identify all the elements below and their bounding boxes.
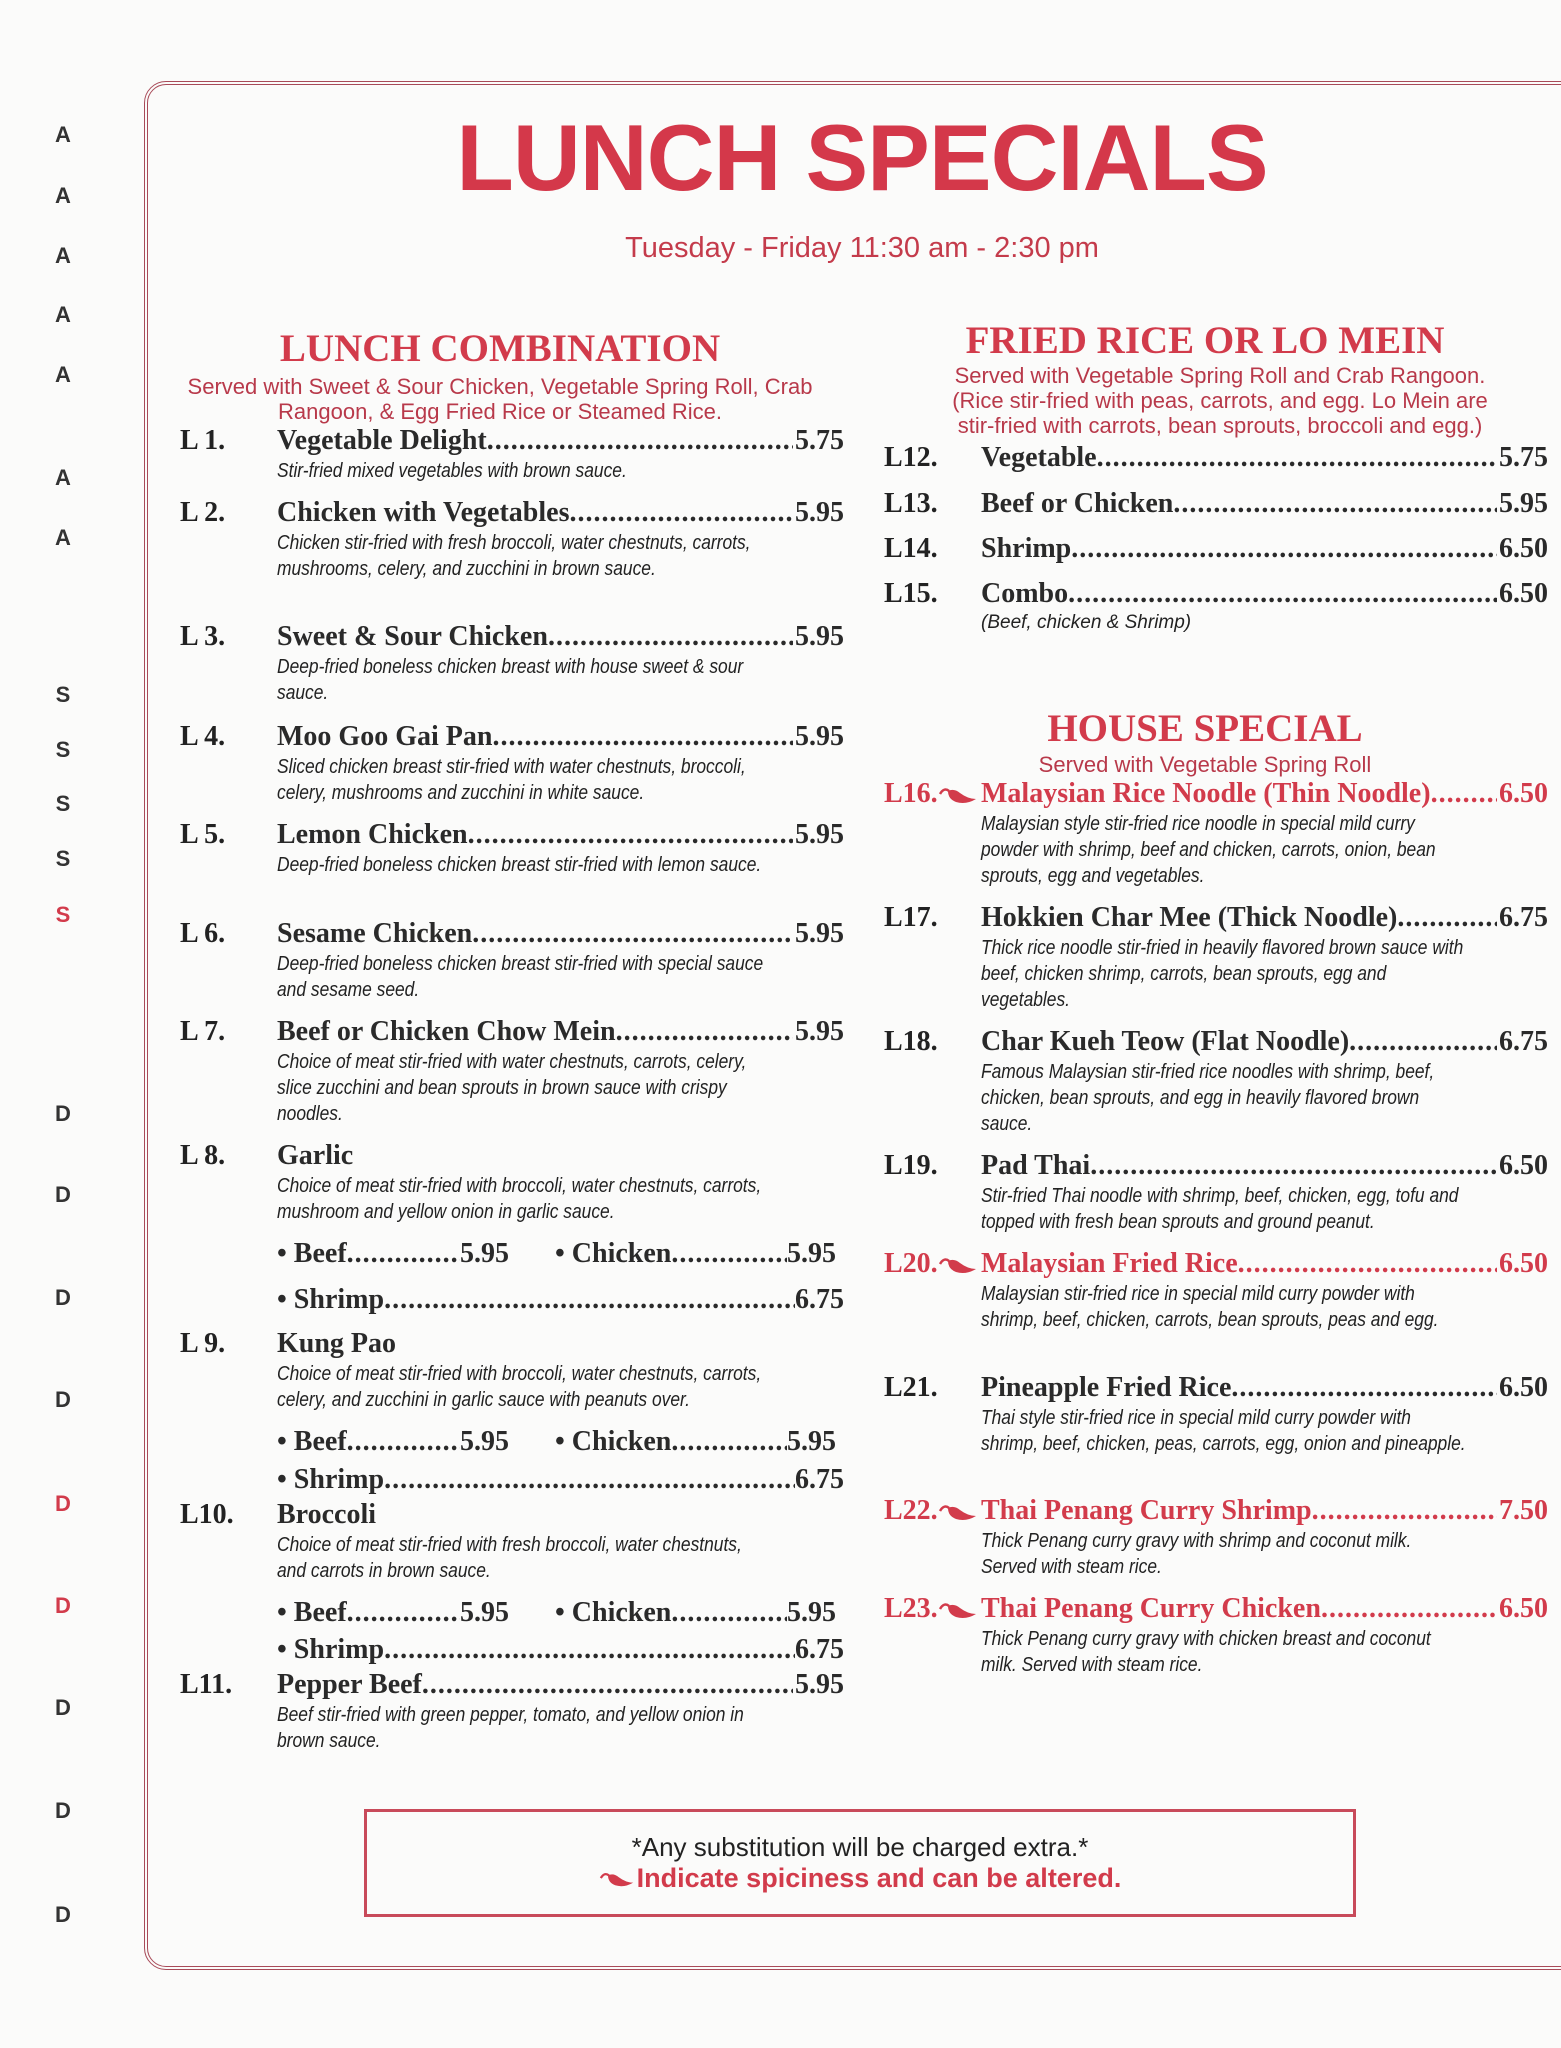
margin-letter: D — [55, 1593, 71, 1618]
option-label: • Beef — [277, 1426, 347, 1457]
option-price: 5.95 — [787, 1426, 836, 1457]
served-line: (Rice stir-fried with peas, carrots, and egg. Lo Mein are — [952, 388, 1488, 413]
item-code: L16. — [884, 778, 938, 809]
option-price: 6.75 — [795, 1464, 844, 1495]
option-label: • Shrimp — [277, 1464, 385, 1495]
section-title-lunch-combination: LUNCH COMBINATION — [279, 327, 721, 370]
item-description: Deep-fried boneless chicken breast stir-fried with lemon sauce. — [277, 854, 762, 876]
item-note: (Beef, chicken & Shrimp) — [981, 612, 1192, 633]
option-shrimp — [277, 1633, 844, 1667]
margin-letter: A — [55, 122, 71, 147]
menu-item — [180, 720, 844, 806]
item-code: L10. — [180, 1499, 234, 1530]
item-price: 5.95 — [1499, 488, 1548, 519]
item-price: 5.75 — [1499, 442, 1548, 473]
item-price: 6.50 — [1499, 1150, 1548, 1181]
item-description: Thick Penang curry gravy with chicken breast and coconut milk. Served with steam rice. — [981, 1628, 1431, 1676]
section-title-fried-rice: FRIED RICE OR LO MEIN — [965, 319, 1445, 362]
item-name: Thai Penang Curry Shrimp — [981, 1495, 1312, 1526]
option-chicken — [555, 1596, 836, 1630]
item-code: L 4. — [180, 721, 226, 752]
item-name: Hokkien Char Mee (Thick Noodle) — [981, 902, 1398, 933]
option-beef — [277, 1237, 509, 1271]
dot-leader — [671, 1237, 787, 1271]
menu-item — [884, 901, 1548, 1013]
dot-leader — [1173, 487, 1497, 521]
item-code: L21. — [884, 1372, 938, 1403]
item-description: Choice of meat stir-fried with broccoli, water chestnuts, carrots, mushroom and yellow onion in garlic sauce. — [277, 1175, 762, 1223]
item-price: 5.95 — [795, 1016, 844, 1047]
margin-letter: S — [55, 902, 71, 927]
item-code: L14. — [884, 533, 938, 564]
hours-text: Tuesday - Friday 11:30 am - 2:30 pm — [625, 232, 1099, 264]
chili-pepper-icon — [938, 1600, 978, 1620]
menu-item — [884, 1149, 1548, 1235]
margin-letter: S — [55, 682, 71, 707]
item-description: Stir-fried mixed vegetables with brown sauce. — [277, 460, 627, 482]
dot-leader — [548, 620, 793, 654]
served-line: Rangoon, & Egg Fried Rice or Steamed Rice. — [278, 399, 722, 424]
option-label: • Beef — [277, 1238, 347, 1269]
dot-leader — [384, 1633, 795, 1667]
margin-letter: A — [55, 243, 71, 268]
option-label: • Chicken — [555, 1597, 672, 1628]
item-name: Malaysian Rice Noodle (Thin Noodle) — [981, 778, 1431, 809]
item-description: Choice of meat stir-fried with fresh broccoli, water chestnuts, and carrots in brown sauce. — [277, 1534, 742, 1582]
item-price: 5.95 — [795, 497, 844, 528]
dot-leader — [384, 1463, 795, 1497]
dot-leader — [569, 496, 793, 530]
margin-letter: D — [55, 1101, 71, 1126]
item-name: Shrimp — [981, 533, 1072, 564]
item-name: Lemon Chicken — [277, 819, 468, 850]
item-name: Beef or Chicken — [981, 488, 1174, 519]
menu-item — [180, 818, 844, 878]
chili-pepper-icon — [938, 1255, 978, 1275]
dot-leader — [616, 1015, 793, 1049]
served-line: Served with Vegetable Spring Roll and Crab Rangoon. — [954, 363, 1486, 388]
item-description: Deep-fried boneless chicken breast stir-fried with special sauce and sesame seed. — [277, 953, 764, 1001]
item-price: 6.50 — [1499, 778, 1548, 809]
chili-pepper-icon — [938, 1502, 978, 1522]
item-description: Stir-fried Thai noodle with shrimp, beef, chicken, egg, tofu and topped with fresh bean sprouts and ground peanut. — [981, 1185, 1459, 1233]
item-price: 6.50 — [1499, 533, 1548, 564]
item-name: Malaysian Fried Rice — [981, 1248, 1238, 1279]
margin-letter: D — [55, 1182, 71, 1207]
item-description: Choice of meat stir-fried with water chestnuts, carrots, celery, slice zucchini and bean sprouts in brown sauce with crispy noodles. — [277, 1051, 747, 1125]
dot-leader — [1431, 777, 1497, 811]
menu-item — [180, 1668, 844, 1754]
served-with-text — [880, 363, 1560, 438]
option-price: 5.95 — [460, 1238, 509, 1269]
margin-letter: A — [55, 183, 71, 208]
menu-item — [180, 1015, 844, 1127]
item-code: L12. — [884, 442, 938, 473]
item-name: Vegetable — [981, 442, 1097, 473]
option-label: • Shrimp — [277, 1634, 385, 1665]
spicy-note-text: Indicate spiciness and can be altered. — [636, 1863, 1122, 1893]
dot-leader — [1321, 1592, 1497, 1626]
menu-item-spicy — [884, 1494, 1548, 1580]
option-label: • Chicken — [555, 1426, 672, 1457]
item-description: Thai style stir-fried rice in special mild curry powder with shrimp, beef, chicken, peas, carrots, egg, onion and pineapple. — [981, 1407, 1466, 1455]
served-with-text — [150, 374, 850, 424]
menu-item — [180, 496, 844, 582]
menu-item — [884, 487, 1548, 521]
item-name: Pepper Beef — [277, 1669, 422, 1700]
item-code: L 1. — [180, 425, 226, 456]
item-price: 7.50 — [1499, 1495, 1548, 1526]
option-label: • Shrimp — [277, 1284, 385, 1315]
option-price: 5.95 — [787, 1238, 836, 1269]
dot-leader — [1068, 577, 1497, 611]
item-description: Sliced chicken breast stir-fried with water chestnuts, broccoli, celery, mushrooms and zucchini in white sauce. — [277, 756, 746, 804]
item-description: Thick rice noodle stir-fried in heavily flavored brown sauce with beef, chicken shrimp, carrots, bean sprouts, egg and vegetables. — [981, 937, 1464, 1011]
item-code: L17. — [884, 902, 938, 933]
served-with-text: Served with Vegetable Spring Roll — [1038, 752, 1372, 777]
item-name: Sweet & Sour Chicken — [277, 621, 548, 652]
chili-pepper-icon — [938, 785, 978, 805]
item-name: Pineapple Fried Rice — [981, 1372, 1232, 1403]
item-price: 6.50 — [1499, 578, 1548, 609]
dot-leader — [347, 1237, 460, 1271]
item-name: Combo — [981, 578, 1069, 609]
menu-item-spicy — [884, 777, 1548, 889]
footer-notice-box — [364, 1809, 1356, 1917]
item-description: Malaysian stir-fried rice in special mild curry powder with shrimp, beef, chicken, carrots, bean sprouts, peas and egg. — [981, 1283, 1439, 1331]
option-label: • Beef — [277, 1597, 347, 1628]
margin-letter: D — [55, 1798, 71, 1823]
dot-leader — [1097, 441, 1497, 475]
option-price: 6.75 — [795, 1634, 844, 1665]
option-shrimp — [277, 1463, 844, 1497]
option-shrimp — [277, 1283, 844, 1317]
dot-leader — [472, 917, 793, 951]
margin-letter: A — [55, 362, 71, 387]
dot-leader — [384, 1283, 795, 1317]
item-code: L20. — [884, 1248, 938, 1279]
item-code: L11. — [180, 1669, 233, 1700]
section-title-house-special: HOUSE SPECIAL — [1047, 707, 1363, 750]
menu-item — [884, 1371, 1548, 1457]
item-price: 5.95 — [795, 621, 844, 652]
margin-letter: D — [55, 1387, 71, 1412]
margin-letter: A — [55, 302, 71, 327]
menu-item — [180, 424, 844, 484]
menu-item — [884, 577, 1548, 635]
item-code: L22. — [884, 1495, 938, 1526]
menu-item — [180, 1327, 844, 1413]
item-price: 5.95 — [795, 1669, 844, 1700]
option-chicken — [555, 1237, 836, 1271]
item-name: Char Kueh Teow (Flat Noodle) — [981, 1026, 1350, 1057]
dot-leader — [1312, 1494, 1497, 1528]
margin-letter: A — [55, 465, 71, 490]
item-code: L 2. — [180, 497, 226, 528]
dot-leader — [1231, 1371, 1497, 1405]
item-price: 6.50 — [1499, 1593, 1548, 1624]
item-description: Beef stir-fried with green pepper, tomato, and yellow onion in brown sauce. — [277, 1704, 744, 1752]
option-label: • Chicken — [555, 1238, 672, 1269]
margin-letter: S — [55, 791, 71, 816]
margin-letter: D — [55, 1285, 71, 1310]
item-price: 6.50 — [1499, 1248, 1548, 1279]
option-price: 6.75 — [795, 1284, 844, 1315]
dot-leader — [1397, 901, 1497, 935]
item-price: 6.50 — [1499, 1372, 1548, 1403]
dot-leader — [487, 424, 793, 458]
dot-leader — [492, 720, 793, 754]
item-price: 5.95 — [795, 918, 844, 949]
item-code: L 6. — [180, 918, 226, 949]
menu-item — [884, 441, 1548, 475]
item-name: Garlic — [277, 1140, 354, 1171]
option-price: 5.95 — [460, 1426, 509, 1457]
item-price: 6.75 — [1499, 902, 1548, 933]
dot-leader — [468, 818, 793, 852]
served-line: stir-fried with carrots, bean sprouts, broccoli and egg.) — [957, 413, 1483, 438]
menu-item — [884, 532, 1548, 566]
item-code: L 9. — [180, 1328, 226, 1359]
item-name: Chicken with Vegetables — [277, 497, 570, 528]
margin-letter: A — [55, 525, 71, 550]
option-chicken — [555, 1425, 836, 1459]
margin-letter: D — [55, 1491, 71, 1516]
item-name: Broccoli — [277, 1499, 377, 1530]
item-code: L15. — [884, 578, 938, 609]
item-code: L 5. — [180, 819, 226, 850]
item-description: Thick Penang curry gravy with shrimp and coconut milk. Served with steam rice. — [981, 1530, 1412, 1578]
item-name: Thai Penang Curry Chicken — [981, 1593, 1321, 1624]
item-name: Pad Thai — [981, 1150, 1091, 1181]
item-name: Sesame Chicken — [277, 918, 473, 949]
margin-letter: S — [55, 846, 71, 871]
item-code: L19. — [884, 1150, 938, 1181]
item-name: Kung Pao — [277, 1328, 397, 1359]
item-price: 6.75 — [1499, 1026, 1548, 1057]
item-description: Choice of meat stir-fried with broccoli, water chestnuts, carrots, celery, and zucchini in garlic sauce with peanuts over. — [277, 1363, 762, 1411]
substitution-note: *Any substitution will be charged extra.* — [631, 1832, 1089, 1862]
page-title: LUNCH SPECIALS — [456, 105, 1268, 210]
item-code: L 7. — [180, 1016, 226, 1047]
item-name: Moo Goo Gai Pan — [277, 721, 493, 752]
item-name: Vegetable Delight — [277, 425, 487, 456]
item-description: Malaysian style stir-fried rice noodle in special mild curry powder with shrimp, beef and chicken, carrots, onion, bean sprouts, egg and vegetables. — [981, 813, 1436, 887]
margin-letter: S — [55, 737, 71, 762]
item-price: 5.95 — [795, 819, 844, 850]
dot-leader — [671, 1596, 787, 1630]
item-description: Deep-fried boneless chicken breast with house sweet & sour sauce. — [277, 656, 744, 704]
option-price: 5.95 — [460, 1597, 509, 1628]
menu-item — [180, 917, 844, 1003]
option-beef — [277, 1425, 509, 1459]
dot-leader — [1090, 1149, 1497, 1183]
item-description: Chicken stir-fried with fresh broccoli, water chestnuts, carrots, mushrooms, celery, and zucchini in brown sauce. — [277, 532, 751, 580]
item-code: L18. — [884, 1026, 938, 1057]
item-description: Famous Malaysian stir-fried rice noodles with shrimp, beef, chicken, bean sprouts, and egg in heavily flavored brown sauce. — [981, 1061, 1435, 1135]
dot-leader — [671, 1425, 787, 1459]
option-beef — [277, 1596, 509, 1630]
menu-item — [884, 1025, 1548, 1137]
chili-pepper-icon — [599, 1869, 635, 1889]
item-code: L23. — [884, 1593, 938, 1624]
dot-leader — [347, 1596, 460, 1630]
dot-leader — [1071, 532, 1497, 566]
menu-item-spicy — [884, 1592, 1548, 1678]
margin-letter: D — [55, 1695, 71, 1720]
menu-item — [180, 1139, 844, 1225]
item-name: Beef or Chicken Chow Mein — [277, 1016, 616, 1047]
menu-item — [180, 1498, 844, 1584]
item-code: L 8. — [180, 1140, 226, 1171]
dot-leader — [422, 1668, 793, 1702]
item-price: 5.75 — [795, 425, 844, 456]
item-code: L13. — [884, 488, 938, 519]
option-price: 5.95 — [787, 1597, 836, 1628]
spicy-note — [367, 1863, 1353, 1894]
menu-item — [180, 620, 844, 706]
served-line: Served with Sweet & Sour Chicken, Vegetable Spring Roll, Crab — [187, 374, 813, 399]
menu-item-spicy — [884, 1247, 1548, 1333]
dot-leader — [347, 1425, 460, 1459]
item-code: L 3. — [180, 621, 226, 652]
margin-letter: D — [55, 1902, 71, 1927]
dot-leader — [1238, 1247, 1497, 1281]
dot-leader — [1349, 1025, 1497, 1059]
item-price: 5.95 — [795, 721, 844, 752]
